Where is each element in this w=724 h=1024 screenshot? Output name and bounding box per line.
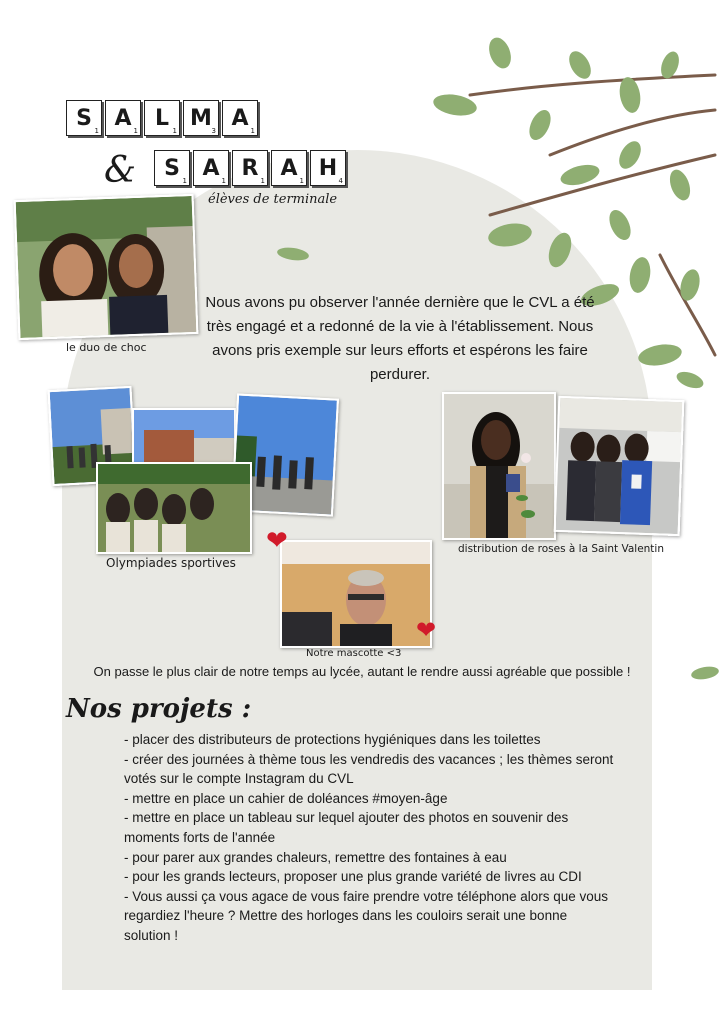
- olympiades-caption: Olympiades sportives: [106, 556, 236, 570]
- letter-tile: A 1: [193, 150, 229, 186]
- olympiades-photo-4: [96, 462, 252, 554]
- letter-tile: A 1: [222, 100, 258, 136]
- letter-tile: R 1: [232, 150, 268, 186]
- list-item: - créer des journées à thème tous les vendredis des vacances ; les thèmes seront votés sur le compte Instagram du CVL: [124, 751, 614, 787]
- ampersand: &: [104, 150, 137, 191]
- letter-tile: H 4: [310, 150, 346, 186]
- list-item: - mettre en place un cahier de doléances #moyen-âge: [124, 790, 448, 806]
- small-leaf-icon: [690, 664, 720, 682]
- roses-photo-1: [442, 392, 556, 540]
- list-item: - pour parer aux grandes chaleurs, remettre des fontaines à eau: [124, 849, 507, 865]
- intro-paragraph: Nous avons pu observer l'année dernière que le CVL a été très engagé et a redonné de la vie à l'établissement. Nous avons pris exemple sur leurs efforts et espérons les faire perdurer.: [205, 294, 595, 383]
- mascotte-photo: [280, 540, 432, 648]
- roses-photo-2: [554, 396, 685, 536]
- letter-tile: A 1: [105, 100, 141, 136]
- list-item: - Vous aussi ça vous agace de vous faire prendre votre téléphone alors que vous regardiez l'heure ? Mettre des horloges dans les couloirs serait une bonne solution !: [124, 888, 609, 943]
- mascotte-caption: Notre mascotte <3: [306, 648, 402, 659]
- heart-icon: ❤: [416, 616, 437, 644]
- letter-tile: S 1: [66, 100, 102, 136]
- projects-list: [124, 730, 616, 946]
- list-item: - mettre en place un tableau sur lequel ajouter des photos en souvenir des moments forts de l'année: [124, 810, 569, 845]
- roses-caption: distribution de roses à la Saint Valentin: [458, 543, 664, 555]
- letter-tile: A 1: [271, 150, 307, 186]
- duo-photo: [14, 194, 199, 340]
- letter-tile: M 3: [183, 100, 219, 136]
- name-tiles-sarah: [154, 150, 346, 186]
- subtitle: élèves de terminale: [208, 192, 338, 207]
- heart-icon: ❤: [266, 526, 288, 556]
- tagline: On passe le plus clair de notre temps au lycée, autant le rendre aussi agréable que possible !: [93, 664, 631, 679]
- small-leaf-icon: [276, 246, 310, 262]
- duo-caption: le duo de choc: [66, 341, 147, 354]
- list-item: - placer des distributeurs de protections hygiéniques dans les toilettes: [124, 732, 541, 747]
- projects-heading: Nos projets :: [66, 694, 252, 724]
- list-item: - pour les grands lecteurs, proposer une plus grande variété de livres au CDI: [124, 869, 582, 885]
- name-tiles-salma: [66, 100, 258, 136]
- letter-tile: L 1: [144, 100, 180, 136]
- letter-tile: S 1: [154, 150, 190, 186]
